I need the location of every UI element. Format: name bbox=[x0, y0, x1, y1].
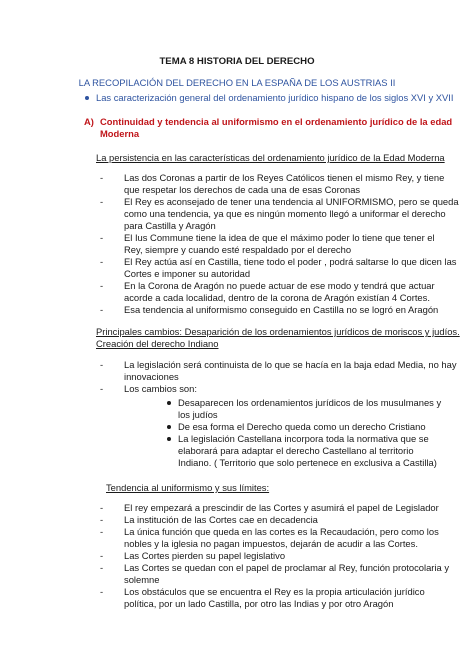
document-title: TEMA 8 HISTORIA DEL DERECHO bbox=[159, 56, 315, 67]
list-item: Esa tendencia al uniformismo conseguido en Castilla no se logró en Aragón bbox=[124, 304, 439, 315]
dash-marker: - bbox=[100, 280, 104, 291]
section-a-marker: A) bbox=[84, 116, 94, 127]
list-item: La legislación será continuista de lo que se hacía en la baja edad Media, no hay bbox=[124, 359, 457, 370]
sublist-item-continuation: los judíos bbox=[178, 409, 218, 420]
list-item: Las Cortes pierden su papel legislativo bbox=[124, 550, 286, 561]
topic-bullet-text: Las caracterización general del ordenamiento jurídico hispano de los siglos XVI y XVII bbox=[96, 92, 454, 103]
list-item: Las Cortes se quedan con el papel de proclamar al Rey, función protocolaria y bbox=[124, 562, 450, 573]
bullet-icon bbox=[167, 425, 171, 429]
bullet-icon bbox=[85, 96, 89, 100]
dash-marker: - bbox=[100, 502, 104, 513]
dash-marker: - bbox=[100, 586, 104, 597]
list-item-continuation: política, por un lado Castilla, por otro las Indias y por otro Aragón bbox=[124, 598, 394, 609]
list-item: En la Corona de Aragón no puede actuar de ese modo y tendrá que actuar bbox=[124, 280, 435, 291]
list-item-continuation: que respetar los derechos de cada una de esas Coronas bbox=[124, 184, 361, 195]
section-a-heading-line2: Moderna bbox=[100, 128, 140, 139]
list-item: Los obstáculos que se encuentra el Rey es la propia articulación jurídico bbox=[124, 586, 425, 597]
bullet-icon bbox=[167, 401, 171, 405]
dash-marker: - bbox=[100, 196, 104, 207]
list-item-continuation: innovaciones bbox=[124, 371, 179, 382]
dash-marker: - bbox=[100, 359, 104, 370]
dash-marker: - bbox=[100, 514, 104, 525]
list-item: El Ius Commune tiene la idea de que el máximo poder lo tiene que tener el bbox=[124, 232, 435, 243]
list-item: Las dos Coronas a partir de los Reyes Católicos tienen el mismo Rey, y tiene bbox=[124, 172, 445, 183]
dash-marker: - bbox=[100, 256, 104, 267]
dash-marker: - bbox=[100, 562, 104, 573]
list-item-continuation: para Castilla y Aragón bbox=[124, 220, 216, 231]
dash-marker: - bbox=[100, 232, 104, 243]
list-item-continuation: acorde a cada localidad, dentro de la corona de Aragón existían 4 Cortes. bbox=[124, 292, 430, 303]
sublist-item: De esa forma el Derecho queda como un derecho Cristiano bbox=[178, 421, 426, 432]
list-item: El Rey es aconsejado de tener una tendencia al UNIFORMISMO, pero se queda bbox=[124, 196, 459, 207]
list-item: El Rey actúa así en Castilla, tiene todo el poder , podrá saltarse lo que dicen las bbox=[124, 256, 457, 267]
list-item: La institución de las Cortes cae en decadencia bbox=[124, 514, 318, 525]
list-item: Los cambios son: bbox=[124, 383, 197, 394]
sublist-item-continuation: Indiano. ( Territorio que solo pertenece en exclusiva a Castilla) bbox=[178, 457, 437, 468]
sublist-item-continuation: elaborará para adaptar el derecho Castellano al territorio bbox=[178, 445, 414, 456]
bullet-icon bbox=[167, 437, 171, 441]
section-heading-changes: Principales cambios: Desaparición de los ordenamientos jurídicos de moriscos y judíos. bbox=[96, 326, 460, 337]
list-item-continuation: nobles y la iglesia no pagan impuestos, dejarán de acudir a las Cortes. bbox=[124, 538, 418, 549]
dash-marker: - bbox=[100, 526, 104, 537]
dash-marker: - bbox=[100, 550, 104, 561]
section-a-heading-line1: Continuidad y tendencia al uniformismo en el ordenamiento jurídico de la edad bbox=[100, 116, 453, 127]
section-heading-persistence: La persistencia en las características del ordenamiento jurídico de la Edad Moderna bbox=[96, 152, 445, 163]
dash-marker: - bbox=[100, 172, 104, 183]
dash-marker: - bbox=[100, 383, 104, 394]
dash-marker: - bbox=[100, 304, 104, 315]
list-item-continuation: solemne bbox=[124, 574, 160, 585]
document-subtitle: LA RECOPILACIÓN DEL DERECHO EN LA ESPAÑA DE LOS AUSTRIAS II bbox=[78, 77, 396, 88]
sublist-item: Desaparecen los ordenamientos jurídicos de los musulmanes y bbox=[178, 397, 442, 408]
sublist-item: La legislación Castellana incorpora toda la normativa que se bbox=[178, 433, 429, 444]
list-item: La única función que queda en las cortes es la Recaudación, pero como los bbox=[124, 526, 439, 537]
section-heading-changes-line2: Creación del derecho Indiano bbox=[96, 338, 219, 349]
list-item-continuation: Rey, siempre y cuando esté respaldado por el derecho bbox=[124, 244, 352, 255]
list-item-continuation: como una tendencia, ya que es ningún momento llegó a uniformar el derecho bbox=[124, 208, 446, 219]
list-item: El rey empezará a prescindir de las Cortes y asumirá el papel de Legislador bbox=[124, 502, 439, 513]
section-heading-uniformism: Tendencia al uniformismo y sus límites: bbox=[106, 482, 270, 493]
list-item-continuation: Cortes e imponer su autoridad bbox=[124, 268, 251, 279]
